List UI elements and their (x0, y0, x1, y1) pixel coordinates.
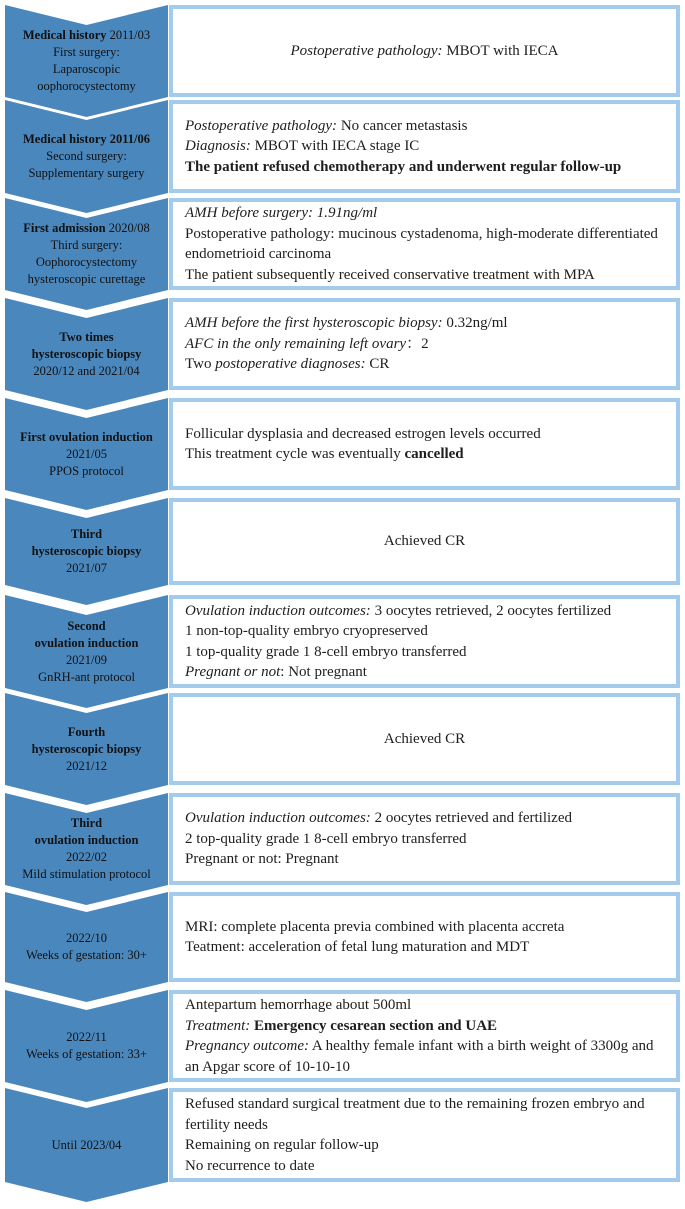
detail-line (185, 937, 664, 958)
label-text: Weeks of gestation: 33+ (26, 1047, 147, 1061)
detail-text: 2 oocytes retrieved and fertilized (370, 810, 572, 827)
label-text: Fourth (67, 724, 106, 739)
detail-text: MBOT with IECA stage IC (250, 138, 420, 155)
detail-line (185, 621, 664, 642)
detail-text: Pregnancy outcome: (185, 1038, 309, 1054)
detail-text: Two (185, 356, 216, 373)
step-label-line (66, 560, 107, 577)
label-text: Medical history (22, 28, 107, 42)
detail-line (185, 1094, 664, 1135)
detail-text: : Not pregnant (280, 664, 367, 680)
step-label (5, 990, 168, 1092)
detail-text: The patient subsequently received conservative treatment with MPA (185, 266, 595, 283)
label-text: ovulation induction (34, 833, 139, 847)
detail-line (185, 917, 664, 938)
detail-line (185, 1135, 664, 1156)
detail-line (185, 662, 664, 683)
label-text: Third (70, 816, 103, 830)
detail-line (185, 444, 664, 465)
step-label-line (28, 165, 144, 182)
detail-text: 3 oocytes retrieved, 2 oocytes fertilized (370, 602, 612, 619)
detail-text: Ovulation induction outcomes: (185, 602, 371, 619)
label-text: oophorocystectomy (37, 79, 136, 93)
step-label-line (66, 652, 107, 669)
label-text: 2011/03 (106, 28, 151, 42)
step-label-line (49, 463, 124, 480)
detail-text: Remaining on regular follow-up (185, 1137, 379, 1153)
step-label-line (23, 220, 149, 237)
step-label-line (22, 866, 150, 883)
step-detail-box (169, 990, 680, 1082)
detail-text: Achieved CR (383, 730, 466, 747)
detail-text: Follicular dysplasia and decreased estrogen levels occurred (185, 425, 541, 442)
detail-line (185, 424, 664, 445)
detail-text: 0.32ng/ml (442, 315, 508, 332)
label-text: PPOS protocol (49, 463, 124, 478)
detail-text: Treatment: (185, 1017, 251, 1034)
detail-text: Diagnosis: (185, 138, 251, 155)
detail-line (185, 642, 664, 663)
label-text: Second surgery: (46, 149, 127, 163)
step-detail-box (169, 892, 680, 982)
step-detail-box (169, 198, 680, 290)
detail-text: MBOT with IECA (442, 42, 559, 59)
step-label-line (26, 947, 147, 964)
detail-text: Emergency cesarean section and UAE (250, 1017, 498, 1034)
step-label-line (66, 930, 107, 947)
detail-text: Refused standard surgical treatment due to the remaining frozen embryo and fertility needs (185, 1096, 645, 1133)
step-detail-box (169, 595, 680, 688)
detail-text: Ovulation induction outcomes: (185, 810, 371, 827)
detail-text: MRI: complete placenta previa combined with placenta accreta (185, 918, 565, 935)
label-text: 2021/09 (66, 652, 107, 667)
detail-line (185, 829, 664, 850)
detail-text: Pregnant or not (185, 664, 281, 680)
detail-line (185, 157, 664, 178)
detail-text: No recurrence to date (185, 1157, 315, 1174)
step-label-line (71, 815, 102, 832)
label-text: Third surgery: (50, 238, 123, 252)
step-detail-box (169, 5, 680, 97)
detail-line (185, 224, 664, 265)
step-detail-box (169, 398, 680, 490)
step-label (5, 198, 168, 300)
label-text: Second (67, 618, 106, 633)
detail-text: cancelled (404, 446, 464, 462)
step-detail-box (169, 100, 680, 193)
detail-line (384, 729, 465, 750)
label-text: Mild stimulation protocol (22, 867, 151, 881)
label-text: hysteroscopic biopsy (31, 346, 142, 361)
step-label (5, 693, 168, 795)
step-label (5, 298, 168, 400)
label-text: Weeks of gestation: 30+ (26, 948, 147, 962)
label-text: GnRH-ant protocol (38, 669, 135, 684)
detail-text: AMH before surgery: 1.91ng/ml (185, 205, 378, 221)
label-text: 2021/12 (66, 758, 107, 773)
label-text: hysteroscopic curettage (27, 272, 146, 286)
label-text: 2021/05 (66, 446, 107, 461)
step-label-line (20, 429, 153, 446)
step-label-line (66, 446, 107, 463)
detail-text: 2 top-quality grade 1 8-cell embryo transferred (185, 830, 467, 847)
step-label-line (66, 1029, 107, 1046)
step-label (5, 498, 168, 595)
label-text: First surgery: (53, 45, 120, 59)
step-detail-box (169, 693, 680, 785)
detail-line (185, 995, 664, 1016)
step-label-line (71, 526, 102, 543)
label-text: 2020/12 and 2021/04 (33, 363, 140, 378)
detail-text: Pregnant or not: Pregnant (185, 851, 339, 868)
step-label-line (35, 635, 139, 652)
detail-text: This treatment cycle was eventually (185, 446, 405, 462)
detail-line (185, 116, 664, 137)
detail-text: 1 top-quality grade 1 8-cell embryo transferred (185, 643, 467, 660)
detail-text: ：2 (406, 335, 429, 352)
label-text: 2022/10 (66, 931, 107, 945)
step-label-line (32, 346, 142, 363)
step-label-line (53, 44, 120, 61)
detail-text: A healthy female infant with a birth weight of 3300g and an Apgar score of 10-10-10 (185, 1038, 654, 1075)
detail-line (290, 41, 558, 62)
step-detail-box (169, 498, 680, 585)
step-label-line (66, 758, 107, 775)
detail-text: CR (365, 356, 390, 373)
detail-line (185, 265, 664, 286)
step-label-line (46, 148, 127, 165)
detail-line (185, 1036, 664, 1077)
label-text: ovulation induction (34, 635, 139, 650)
step-detail-box (169, 298, 680, 390)
label-text: First admission (23, 221, 106, 235)
step-label (5, 892, 168, 992)
step-label-line (53, 61, 120, 78)
label-text: Medical history 2011/06 (22, 132, 151, 146)
label-text: Oophorocystectomy (35, 255, 138, 269)
detail-line (185, 601, 664, 622)
step-label-line (23, 27, 150, 44)
step-label-line (32, 741, 142, 758)
label-text: 2020/08 (105, 221, 150, 235)
step-label (5, 5, 168, 107)
label-text: Until 2023/04 (51, 1137, 122, 1152)
step-label-line (59, 329, 113, 346)
step-label (5, 793, 168, 895)
step-label-line (51, 237, 123, 254)
label-text: Third (70, 527, 103, 541)
detail-text: No cancer metastasis (337, 117, 468, 134)
detail-line (185, 334, 664, 355)
label-text: 2022/02 (66, 850, 107, 864)
step-label-line (26, 1046, 147, 1063)
detail-text: Postoperative pathology: (290, 42, 443, 59)
label-text: hysteroscopic biopsy (31, 544, 142, 558)
detail-text: AMH before the first hysteroscopic biopsy: (185, 315, 443, 332)
detail-text: The patient refused chemotherapy and underwent regular follow-up (185, 158, 622, 175)
detail-line (384, 531, 465, 552)
detail-text: Postoperative pathology: (185, 117, 338, 134)
step-label-line (32, 543, 142, 560)
detail-line (185, 849, 664, 870)
label-text: Two times (59, 329, 114, 344)
detail-text: Achieved CR (383, 533, 466, 550)
step-label-line (38, 669, 135, 686)
detail-text: 1 non-top-quality embryo cryopreserved (185, 623, 428, 639)
detail-line (185, 136, 664, 157)
step-label-line (52, 1137, 122, 1154)
step-detail-box (169, 793, 680, 885)
detail-text: AFC in the only remaining left ovary (185, 335, 407, 352)
step-label-line (67, 618, 105, 635)
step-label-line (68, 724, 106, 741)
step-detail-box (169, 1088, 680, 1182)
detail-line (185, 313, 664, 334)
label-text: First ovulation induction (20, 429, 153, 444)
step-label-line (23, 131, 150, 148)
detail-line (185, 203, 664, 224)
label-text: 2022/11 (66, 1030, 107, 1044)
step-label-line (36, 254, 137, 271)
step-label-line (66, 849, 107, 866)
detail-text: Postoperative pathology: mucinous cystadenoma, high-moderate differentiated endometrioid carcinoma (185, 225, 658, 262)
label-text: Supplementary surgery (28, 166, 145, 180)
detail-line (185, 1156, 664, 1177)
step-label-line (37, 78, 136, 95)
label-text: Laparoscopic (52, 62, 121, 76)
detail-text: Antepartum hemorrhage about 500ml (185, 997, 412, 1013)
step-label (5, 1088, 168, 1192)
detail-text: postoperative diagnoses: (215, 356, 366, 373)
step-label-line (33, 363, 139, 380)
step-label-line (28, 271, 146, 288)
step-label (5, 595, 168, 698)
detail-line (185, 1016, 664, 1037)
detail-text: Teatment: acceleration of fetal lung maturation and MDT (185, 939, 530, 955)
detail-line (185, 808, 664, 829)
detail-line (185, 354, 664, 375)
step-label (5, 100, 168, 203)
step-label-line (35, 832, 139, 849)
step-label (5, 398, 168, 500)
label-text: 2021/07 (66, 561, 107, 575)
label-text: hysteroscopic biopsy (31, 741, 142, 756)
